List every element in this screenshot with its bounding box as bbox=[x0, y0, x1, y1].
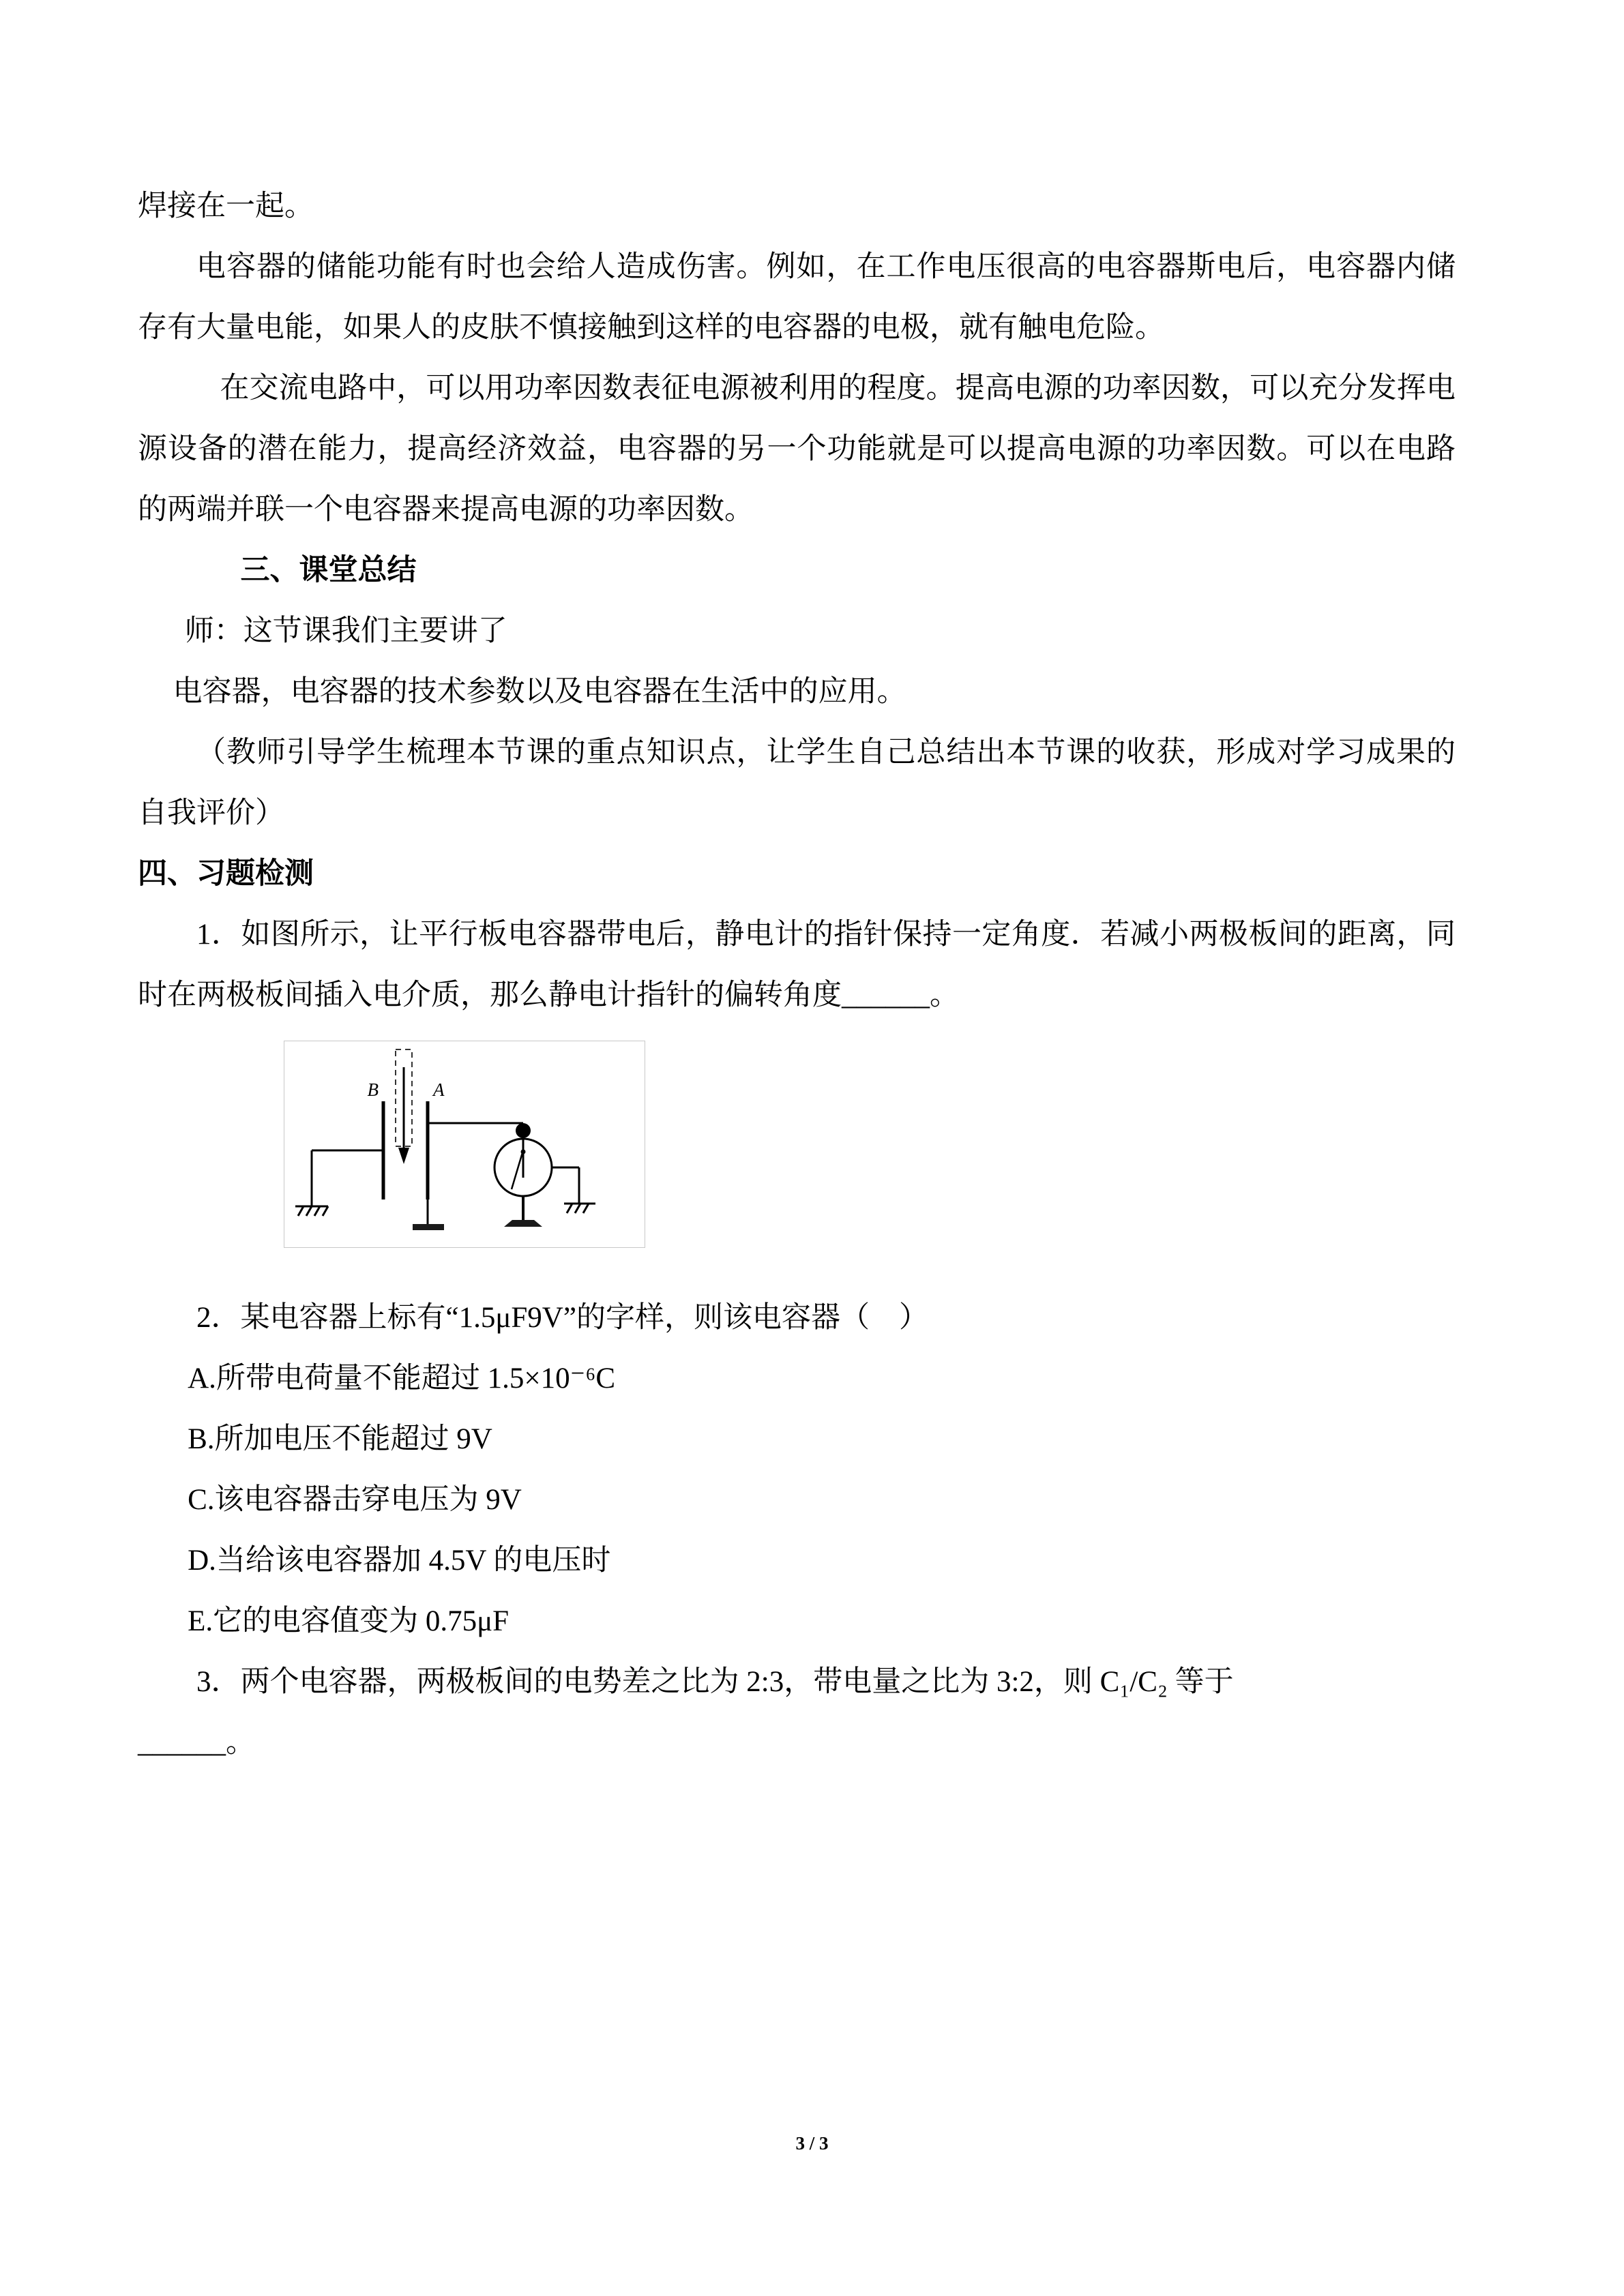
plate-a-label: A bbox=[433, 1079, 445, 1100]
electroscope-needle bbox=[512, 1150, 523, 1189]
paragraph-storage-hazard: 电容器的储能功能有时也会给人造成伤害。例如，在工作电压很高的电容器斯电后，电容器内储存有大量电能，如果人的皮肤不慎接触到这样的电容器的电极，就有触电危险。 bbox=[138, 251, 1456, 344]
question-2-option-c: C.该电容器击穿电压为 9V bbox=[188, 1484, 522, 1516]
question-2-option-b: B.所加电压不能超过 9V bbox=[188, 1423, 492, 1455]
question-3: 3．两个电容器，两极板间的电势差之比为 2:3，带电量之比为 3:2，则 C₁/C₂ 等于 bbox=[196, 1666, 1234, 1698]
paragraph-power-factor: 在交流电路中，可以用功率因数表征电源被利用的程度。提高电源的功率因数，可以充分发挥电源设备的潜在能力，提高经济效益，电容器的另一个功能就是可以提高电源的功率因数。可以在电路的两端并联一个电容器来提高电源的功率因数。 bbox=[138, 372, 1456, 526]
electroscope-ball bbox=[516, 1123, 531, 1138]
teacher-note-line: （教师引导学生梳理本节课的重点知识点，让学生自己总结出本节课的收获，形成对学习成果的自我评价） bbox=[138, 736, 1456, 829]
question-2-option-d: D.当给该电容器加 4.5V 的电压时 bbox=[188, 1545, 611, 1577]
question-2-option-e: E.它的电容值变为 0.75μF bbox=[188, 1605, 510, 1637]
question-2-option-a: A.所带电荷量不能超过 1.5×10⁻⁶C bbox=[188, 1362, 616, 1395]
right-ground-symbol bbox=[552, 1167, 595, 1213]
electroscope bbox=[494, 1123, 552, 1227]
document-content bbox=[138, 176, 1456, 1773]
question-3-blank: ______。 bbox=[138, 1727, 255, 1759]
plate-stand bbox=[413, 1199, 444, 1230]
page-number: 3 / 3 bbox=[795, 2133, 829, 2153]
question-2: 2．某电容器上标有“1.5μF9V”的字样，则该电容器（ ） bbox=[196, 1302, 928, 1334]
plate-b-label: B bbox=[367, 1079, 379, 1100]
summary-line: 电容器，电容器的技术参数以及电容器在生活中的应用。 bbox=[173, 676, 906, 708]
figure-capacitor-electroscope bbox=[284, 1041, 645, 1248]
heading-class-summary: 三、课堂总结 bbox=[240, 554, 417, 586]
capacitor-circuit-svg bbox=[284, 1041, 645, 1247]
heading-exercise-check: 四、习题检测 bbox=[138, 858, 314, 890]
dielectric-insert-arrow bbox=[396, 1049, 412, 1164]
teacher-line: 师：这节课我们主要讲了 bbox=[184, 615, 507, 647]
question-1: 1．如图所示，让平行板电容器带电后，静电计的指针保持一定角度．若减小两极板间的距离，同时在两极板间插入电介质，那么静电计指针的偏转角度______。 bbox=[138, 919, 1456, 1011]
left-ground-symbol bbox=[295, 1150, 382, 1216]
paragraph-weld: 焊接在一起。 bbox=[138, 190, 314, 222]
